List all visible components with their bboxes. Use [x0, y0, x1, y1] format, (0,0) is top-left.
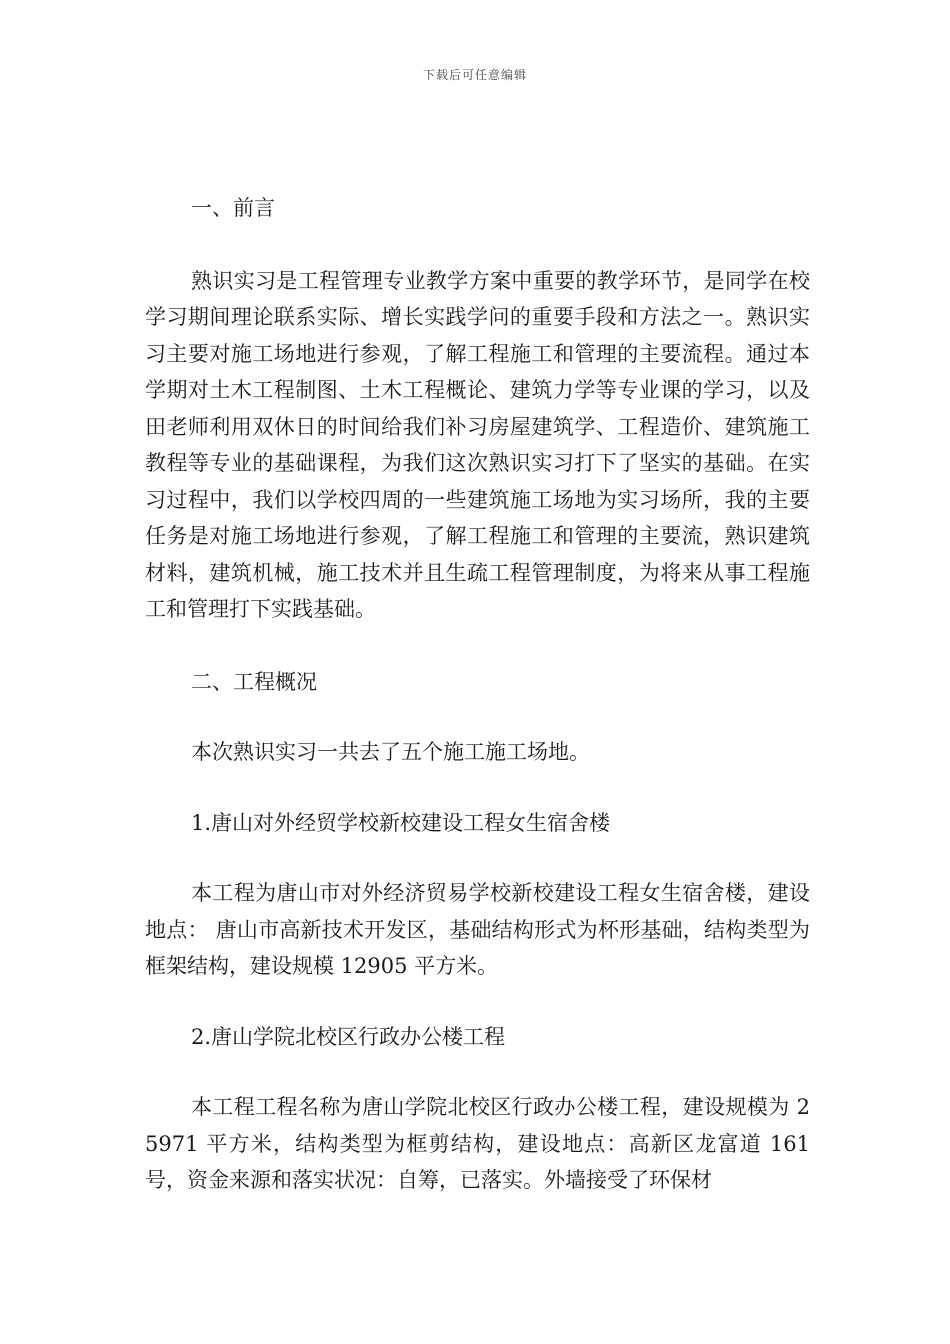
item-2-title: 2.唐山学院北校区行政办公楼工程: [191, 1024, 506, 1049]
item-1-body: 本工程为唐山市对外经济贸易学校新校建设工程女生宿舍楼，建设地点： 唐山市高新技术开发区，基础结构形式为杯形基础，结构类型为框架结构，建设规模 12905 平方米。: [145, 881, 810, 978]
document-body: [145, 190, 810, 1199]
preface-paragraph: 熟识实习是工程管理专业教学方案中重要的教学环节，是同学在校学习期间理论联系实际、增长实践学问的重要手段和方法之一。熟识实习主要对施工场地进行参观，了解工程施工和管理的主要流程。通过本学期对土木工程制图、土木工程概论、建筑力学等专业课的学习，以及田老师利用双休日的时间给我们补习房屋建筑学、工程造价、建筑施工教程等专业的基础课程，为我们这次熟识实习打下了坚实的基础。在实习过程中，我们以学校四周的一些建筑施工场地为实习场所，我的主要任务是对施工场地进行参观，了解工程施工和管理的主要流，熟识建筑材料，建筑机械，施工技术并且生疏工程管理制度，为将来从事工程施工和管理打下实践基础。: [145, 268, 810, 621]
section-heading-overview: 二、工程概况: [191, 669, 317, 694]
item-2-body: 本工程工程名称为唐山学院北校区行政办公楼工程，建设规模为 25971 平方米，结构类型为框剪结构，建设地点：高新区龙富道 161 号，资金来源和落实状况：自筹，已落实。外墙接受了环保材: [145, 1095, 810, 1192]
section-heading-preface: 一、前言: [191, 196, 275, 220]
page-header: 下载后可任意编辑: [422, 68, 527, 82]
overview-intro: 本次熟识实习一共去了五个施工施工场地。: [191, 740, 590, 764]
item-1-title: 1.唐山对外经贸学校新校建设工程女生宿舍楼: [191, 810, 611, 835]
